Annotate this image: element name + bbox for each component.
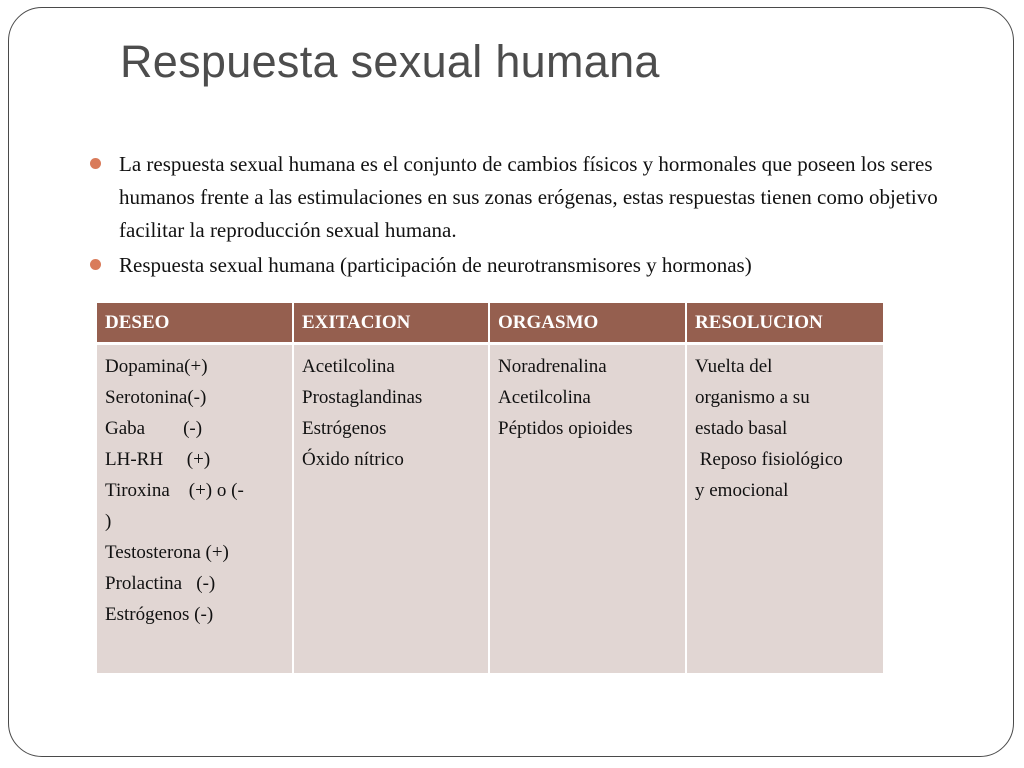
header-exitacion: EXITACION xyxy=(293,303,489,344)
bullet-dot-icon xyxy=(90,259,101,270)
cell-deseo: Dopamina(+) Serotonina(-) Gaba (-) LH-RH (+) Tiroxina (+) o (- ) Testosterona (+) Prolactina (-) Estrógenos (-) xyxy=(97,344,293,674)
bullet-text: Respuesta sexual humana (participación de neurotransmisores y hormonas) xyxy=(119,253,752,277)
table-row xyxy=(97,344,883,674)
bullet-text: La respuesta sexual humana es el conjunto de cambios físicos y hormonales que poseen los seres humanos frente a las estimulaciones en sus zonas erógenas, estas respuestas tienen como objetivo facilitar la reproducción sexual humana. xyxy=(119,152,938,242)
header-resolucion: RESOLUCION xyxy=(686,303,883,344)
bullet-dot-icon xyxy=(90,158,101,169)
bullet-list xyxy=(90,148,940,284)
bullet-item xyxy=(90,148,940,247)
cell-orgasmo: Noradrenalina Acetilcolina Péptidos opioides xyxy=(489,344,686,674)
cell-resolucion: Vuelta del organismo a su estado basal Reposo fisiológico y emocional xyxy=(686,344,883,674)
response-table xyxy=(97,303,883,673)
header-deseo: DESEO xyxy=(97,303,293,344)
slide-title: Respuesta sexual humana xyxy=(120,36,660,87)
table-header-row xyxy=(97,303,883,344)
header-orgasmo: ORGASMO xyxy=(489,303,686,344)
cell-exitacion: Acetilcolina Prostaglandinas Estrógenos Óxido nítrico xyxy=(293,344,489,674)
bullet-item xyxy=(90,249,940,282)
